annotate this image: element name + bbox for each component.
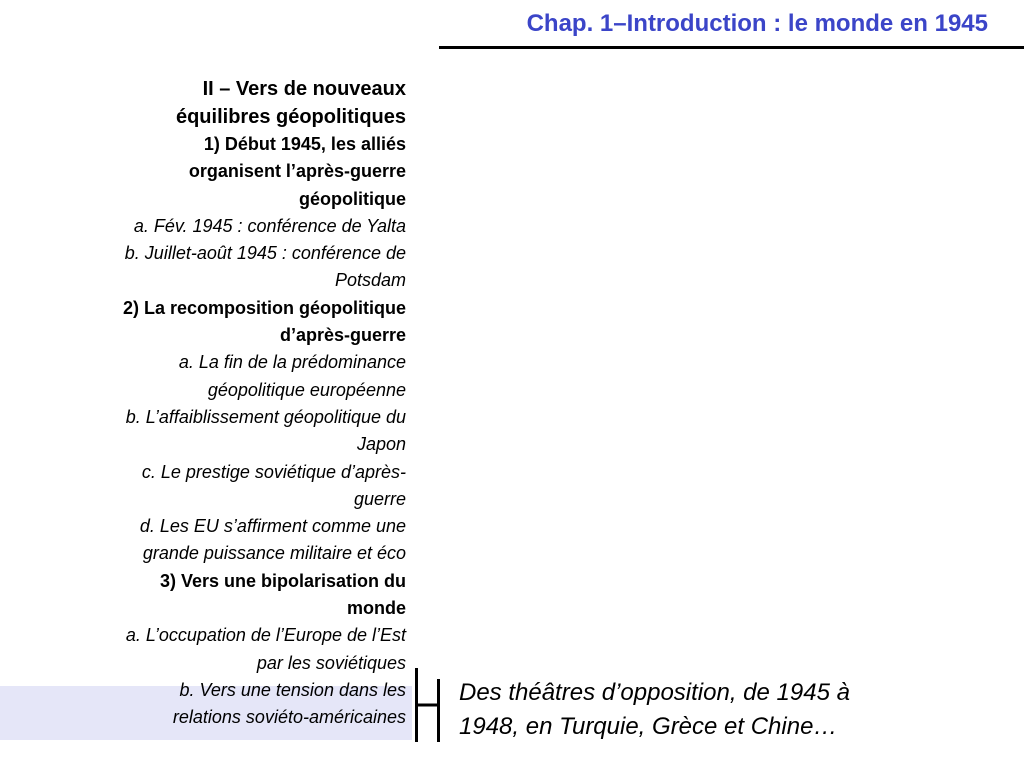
outline-item-line: Japon: [356, 434, 406, 455]
section-2: [36, 295, 406, 568]
outline-item-line: d. Les EU s’affirment comme une: [139, 516, 406, 537]
section-3: [36, 568, 406, 732]
outline-item-line: grande puissance militaire et éco: [142, 543, 406, 564]
section-heading-line: 1) Début 1945, les alliés: [203, 134, 406, 154]
outline-item-line: géopolitique européenne: [207, 379, 406, 400]
outline-item-line: guerre: [353, 488, 406, 509]
outline-item-line: b. Juillet-août 1945 : conférence de: [124, 243, 406, 264]
outline-item-line-current: b. Vers une tension dans les: [179, 679, 406, 700]
title-underline: [439, 46, 1024, 49]
detail-text: [459, 676, 999, 744]
outline-item-line: Potsdam: [334, 270, 406, 291]
outline-item-line: b. L’affaiblissement géopolitique du: [125, 406, 406, 427]
detail-line: Des théâtres d’opposition, de 1945 à: [459, 679, 850, 706]
section-heading-line: monde: [346, 598, 406, 619]
lesson-outline: [36, 76, 406, 732]
section-heading-line: d’après-guerre: [279, 325, 406, 346]
section-heading-line: 3) Vers une bipolarisation du: [159, 570, 406, 591]
outline-item-line: a. L’occupation de l’Europe de l’Est: [125, 625, 406, 646]
part-heading-line: II – Vers de nouveaux: [202, 78, 406, 100]
bracket-connector: [414, 668, 444, 742]
part-heading-line: équilibres géopolitiques: [175, 105, 406, 128]
section-heading-line: géopolitique: [299, 188, 406, 209]
outline-item-line: a. Fév. 1945 : conférence de Yalta: [133, 215, 406, 236]
part-heading: [36, 76, 406, 131]
outline-item-line-current: relations soviéto-américaines: [172, 707, 406, 728]
outline-item-line: a. La fin de la prédominance: [178, 352, 406, 373]
section-1: [36, 131, 406, 295]
section-heading-line: 2) La recomposition géopolitique: [122, 297, 406, 318]
chapter-title: Chap. 1–Introduction : le monde en 1945: [526, 10, 988, 37]
section-heading-line: organisent l’après-guerre: [188, 161, 406, 182]
detail-line: 1948, en Turquie, Grèce et Chine…: [459, 713, 838, 740]
outline-item-line: par les soviétiques: [256, 652, 406, 673]
outline-item-line: c. Le prestige soviétique d’après-: [141, 461, 406, 482]
